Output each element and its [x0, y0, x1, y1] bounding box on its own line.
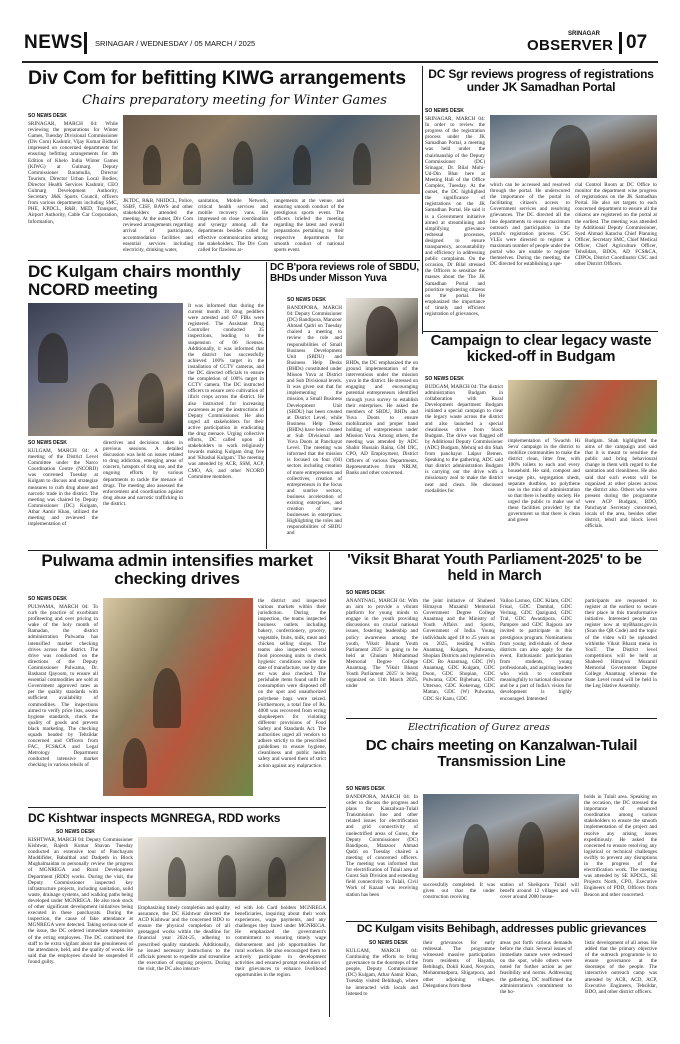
- story-behibagh-col2: their grievances for early redressal. The programme witnessed massive participation from residents of Hayatla, Behibagh, Dokli Kund, Novpora, Mohammadpora, Shigarpora, and other adjoining villages. Delegations from these: [423, 940, 495, 989]
- photo-jk-samadhan: [490, 115, 657, 178]
- headline-legacy-waste: Campaign to clear legacy waste kicked-off in Budgam: [430, 332, 652, 365]
- masthead: [22, 28, 658, 60]
- story-tulail-col3: station of Sheikpora Tulail will benefit around 12 villages and will cover around 2000 house-: [500, 882, 579, 901]
- story-viksit-col2: the joint initiative of Shaheed Himayun Muzamil Memorial Government Degree College Anantnag and the Ministry of Youth Affairs and Sports, Government of India. Young individuals aged 18 to 25 years as on 2025, residing within Anantnag, Kulgam, Pulwama, Shopian Districts and registered in GDC Bo Anantnag, GDC (W) Anantnag, GDC Kulgam, GDC Doon, GDC Shopian, GDC Pulwama, GDC Bijbehara, GDC Uttersoo, GDC Kokernag, GDC Mattan, GDC (W) Pulwama, GDC Sir Kanu, GDC: [423, 598, 495, 702]
- story-sbdu-col2: BHDs, the DC emphasized the on ground implementation of the interventions under the mission yuva in the district. He stressed on engaging and encouraging potential entrepreneurs identified through yuva survey to establish their enterprises. He asked the members of SBDU, BHDs and Yuva Doots to ensure mobilization and proper hand holding of entrepreneurs under Mission Yuva. Among others, the meeting was attended by ADC Shabir Hussain Raina, GM DIC, CPO, AD Employment, District Officers of various Departments, Representatives from NRLM, Banks and other concerned.: [346, 360, 418, 476]
- story-kiwg-col1: SRINAGAR, MARCH 04: While reviewing the preparations for Winter Games, Tuesday Divisional Commissioner (Div Com) Kashmir, Vijay Kumar Bidhuri impressed on concerned departments for ensuring befitting arrangements for 4th Edition of Khelo India Winter Games (KIWG) at Gulmarg. Deputy Commissioner Baramulla, Director Tourism, Director Urban Local Bodies, Director Health Services Kashmir, CEO Gulmarg Development Authority, Secretary J&K Sports Council, officers from various departments including SMC, PHE, KPDCL, R&B, MED, Transport, Airport Authority, Cable Car Corporation, Information,: [28, 121, 118, 225]
- story-behibagh-col1: KULGAM, MARCH 04: Continuing the efforts to bring governance to the doorsteps of the people, Deputy Commissioner (DC) Kulgam, Athar Aamir Khan, Tuesday visited Behibagh, where he interacted with locals and listened to: [346, 948, 418, 997]
- headline-kiwg: Div Com for befitting KIWG arrangements: [28, 67, 406, 89]
- rule-gurez-top: [346, 718, 657, 719]
- story-kiwg-col3: sanitation, Mobile Network, critical health services and mobile recovery vans. He impressed on close coordination and synergy among all the departments besides called for effective communication among the stakeholders. The Div Com called for flawless ar-: [198, 198, 268, 253]
- headline-tulail: DC chairs meeting on Kanzalwan-Tulail Transmission Line: [365, 737, 638, 770]
- photo-mgnrega-inspection: [138, 837, 326, 901]
- photo-legacy-waste: [508, 380, 657, 434]
- headline-pulwama: Pulwama admin intensifies market checking drives: [41, 551, 313, 588]
- rule-lower-vertical: [329, 552, 330, 1017]
- desk-label: SO NEWS DESK: [28, 440, 67, 446]
- brand-small: SRINAGAR: [568, 31, 601, 37]
- photo-kiwg-meeting: [123, 115, 420, 194]
- story-legacy-waste-col3: Budgam. Shah highlighted the aims of the campaign and said that it is meant to sensitise the public and bring behavioural change in them with regard to the sanitation and cleanliness. He also said that such events will be organized at other places across the district also. Others who were present during the programme were ACP Budgam, BDO, Panchayat Secretary concerned, locals of the area, besides other district, tehsil and block level officials.: [585, 438, 657, 530]
- story-tulail-col2: successfully completed. It was given out that the under construction receiving: [423, 882, 495, 901]
- masthead-rule: [22, 61, 658, 63]
- section-label: NEWS: [24, 32, 83, 53]
- story-viksit-col1: ANANTNAG, MARCH 04: With an aim to provide a vibrant platform for young minds to engage in the youth providing discussions on crucial national issues, fostering leadership and policy awareness among the youth, 'Viksit Bharat Youth Parliament 2025' is going to be held at Ghulam Mohammad Memorial Degree College Anantnag. The 'Viksit Bharat Youth Parliament 2025' is being organized on 11th March 2025, under: [346, 598, 418, 690]
- headline-viksit: 'Viksit Bharat Youth Parliament-2025' to be held in March: [347, 551, 642, 584]
- desk-label: SO NEWS DESK: [56, 829, 95, 835]
- story-kiwg-col5: [350, 198, 420, 258]
- photo-sbdu: [346, 298, 418, 356]
- story-behibagh-col3: areas put forth various demands before the chair. Several issues of immediate nature were redressed on the spot, while others were noted for further action as per feasibility and norms. Addressing the gathering, DC reaffirmed the administration's commitment to the ho-: [500, 940, 572, 995]
- desk-label: SO NEWS DESK: [346, 590, 385, 596]
- desk-label: SO NEWS DESK: [346, 786, 385, 792]
- photo-ncord-meeting: [28, 303, 183, 436]
- rule-middle-horizontal: [28, 550, 658, 551]
- desk-label: SO NEWS DESK: [287, 297, 326, 303]
- desk-label: SO NEWS DESK: [28, 113, 67, 119]
- photo-tulail-meeting: [423, 794, 579, 878]
- story-mgnrega-col3: ed with Job Card holders MGNREGA beneficiaries, inquiring about their work experiences, wage payments, and any challenges they faced under MGNREGA. He emphasized the government's commitment to ensuring timely wage disbursement and job opportunities for rural workers. He also encouraged them to actively participate in development activities and ensured prompt resolution of their grievances to enhance livelihood opportunities in the region.: [235, 905, 326, 979]
- headline-mgnrega: DC Kishtwar inspects MGNREGA, RDD works: [28, 811, 281, 825]
- story-mgnrega-col1: KISHTWAR, MARCH 04: Deputy Commissioner Kishtwar, Rajesh Kumar Shavan Tuesday conducted an extensive tour of Panchayats Muddifider, Babalthal and Dadpeth in Block Mughalmaidan to personally review the progress of MGNREGA and Rural Development Department (RDD) works. During the visit, the Deputy Commissioner inspected key infrastructure projects, including sanitation, solid waste, drainage systems, and walking paths being developed under MGNREGA. He also took stock of other significant development initiatives being executed in these panchayats. During the inspection, the cause of fake attendance at MGNREGA were detected. Taking serious note of the issue, the DC ordered immediate suspension of the erring employees. The DC continued the staff to be extra vigilant about the genuineness of the attendance, held, and the quality of works. He said that the employees should be suspended if found guilty.: [28, 837, 133, 965]
- desk-label: SO NEWS DESK: [425, 108, 464, 114]
- brand-logo: OBSERVER: [527, 37, 614, 54]
- story-pulwama-col2: the district and inspected various markets within their jurisdiction. During the inspection, the teams inspected business outlets including bakery, confectionery, grocery, vegetable, fruits, milk, meat and chicken selling shops. The teams also inspected several food processing units to check hygienic conditions while the date of manufacture, use by date etc was also checked. The perishable items found unfit for consumption were disposed off on the spot and unauthorized polythene bags were seized. Furthermore, a total fine of Rs. 4000 was recovered from erring shopkeepers for violating different provisions of Food Safety and Standards Act. The authorities urged all vendors to adhere strictly to the prescribed guidelines to ensure hygiene, cleanliness and public health safety and warned them of strict action against any malpractice.: [258, 598, 326, 769]
- story-ncord-col3: It was informed that during the current month 18 drug peddlers were arrested and 07 FIRs were registered. The Assistant Drug Controller conducted 35 inspections, leading to the suspension of 06 licenses. Additionally, it was informed that the district has successfully achieved 100% target in the installation of CCTV cameras, and the DC directed officials to ensure the completion of 100% target in CCTV camera. The DC instructed officers to ensure zero cultivation of illicit crops across the district. He also instructed for increasing awareness as per the instructions of Deputy Commissioner. He also urged all stakeholders for their active participation in eradicating the drug menace. Urging collective efforts, DC called upon all stakeholders to work religiously towards making Kulgam drug free and 'Khushal Kulgam.' The meeting was attended by ACR, SSM, ACP, CMO, AS, and other NCORD Committee members.: [188, 303, 264, 480]
- dateline: SRINAGAR / WEDNESDAY / 05 MARCH / 2025: [95, 39, 256, 48]
- headline-ncord: DC Kulgam chairs monthly NCORD meeting: [28, 262, 241, 299]
- rule-legacy-top: [422, 331, 658, 332]
- photo-pulwama-market: [103, 598, 253, 796]
- brand-divider: [619, 32, 622, 54]
- rule-ncord-top: [28, 260, 420, 261]
- rule-mgnrega-top: [28, 807, 326, 808]
- story-viksit-col3: Vailoo Larnoo, GDC Kilam, GDC Frisal, GDC Damhal, GDC Verinag, GDC Qazigund, GDC Tral, GDC Awantipora, GDC Pampore and GDC Rajpora are invited to participate in this prestigious program. Nominations from young individuals of these districts can also apply for the event. Enthusiastic participation from students, young professionals, and aspiring leaders who wish to contribute meaningfully to national discourse and be a part of India's vision for development is highly encouraged. Interested: [500, 598, 572, 702]
- story-behibagh-col4: listic development of all areas. He added that the primary objective of the outreach programme is to ensure governance at the doorsteps of the people. The interactive outreach camp was attended by ACR, ACD, ACP, Executive Engineers, Tehsildar, BDO, and other district officers.: [585, 940, 657, 995]
- section-divider: [84, 32, 87, 54]
- page-number: 07: [626, 32, 648, 53]
- story-mgnrega-col2: Emphasizing timely completion and quality assurance, the DC Kishtwar directed the ACD Kishtwar and the concerned BDO to ensure the physical completion of all geotagged works within the deadline for financial year 2024-25, adhering to prescribed quality standards. Additionally, he issued necessary instructions to the officials present to expedite and streamline the execution of ongoing projects. During the visit, the DC also interact-: [138, 905, 230, 972]
- rule-ncord-sbdu: [266, 262, 267, 549]
- subhead-kiwg: Chairs preparatory meeting for Winter Games: [82, 93, 387, 108]
- kicker-gurez: Electrification of Gurez areas: [408, 722, 550, 733]
- story-kiwg-col2: JKTDC, R&B, NHIDCL, Police, SSBF, CISF, BAWS and other stakeholders attended the meeting. At the outset, Div Com reviewed arrangements regarding arrival of participants, accommodation facilities and essential services including electricity, drinking water,: [123, 198, 193, 253]
- story-viksit-col4: participants are requested to register at the earliest to secure their place in this transformative initiative. Interested people can register now at myBharat.gov.in (Scan the QR Code) and the topic of the video will be uploaded withinthe Viksit Bharat menu in YouT. The District level competitions will be held at Shaheed Himayun Muzamil Memorial Government Degree College Anantnag whereas the State Level round will be held in the Leg Islative Assembly.: [585, 598, 657, 690]
- story-legacy-waste-col2: implementation of 'Swachh Hi Seva' campaign in the district to mobilize communities to make the district clean, litter free, with 100% toilets to each and every household. He said, compost and sewage pits, segregation sheds, separate dustbins, no polythene use in the mini of administration so that there is healthy society. He urged the public to make use of these facilities provided by the government so that there is clean and green: [508, 438, 580, 524]
- story-jk-samadhan-col1: SRINAGAR, MARCH 04: In order to review the progress of the registration process under the JK Samadhan Portal, a meeting was held under the chairmanship of the Deputy Commissioner (DC) Srinagar, Dr. Bilal Mohi-Ud-Din Bhat here at Meeting Hall of the Office Complex, Tuesday. At the outset, the DC highlighted the significance of registrations on the JK Samadhan Portal. He said it is a Government initiative aimed at streamlining and simplifying grievance redressal processes, designed to ensure transparency, accountability and efficiency in addressing public complaints. On the occasion, Dr Bilal stressed the Officers to sensitize the masses about the The JK Samadhan Portal and prioritize registering citizens on the portal. He emphasized the importance of timely and efficient registration of grievances,: [425, 116, 485, 317]
- headline-behibagh: DC Kulgam visits Behibagh, addresses public grievances: [356, 923, 647, 935]
- story-jk-samadhan-col3: cial Control Room at DC Office to monitor the department wise progress of registrations on the JK Samadhan Portal. He also set targets to each concerned department to ensure all the citizens are registered on the portal at the earliest. The meeting was attended by Additional Deputy Commissioner, Syed Ahmad Katacha Chief Planning Officer, Secretary SMC, Chief Medical Officer, Chief Agriculture Officer, Tehsildars, BDOs, AD FCS&CA, CDPOs, District Coordinator CSC and other District Officers.: [575, 182, 657, 268]
- story-jk-samadhan-col2: which can be accessed and resolved through the portal. He underscored the importance of the portal in facilitating citizen's access to Government services and resolving grievances. The DC directed all the line departments to ensure maximum outreach and participation in the portal's registration process. CSC VLEs were directed to register a maximum number of people under the portal who are unable to register themselves. During the meeting, the DC directed for establishing a spe-: [490, 182, 570, 268]
- story-tulail-col1: BANDIPORA, MARCH 04: In order to discuss the progress and plans for Kanzalwan-Tulail Transmission line and other related issues for electrification and grid connectivity of unelectrified areas of Gurez, the Deputy Commissioner (DC) Bandipora, Manzoor Ahmad Qadri on Tuesday chaired a meeting of concerned officers. The meeting was informed that for electrification of Tulail area of Gurez Sub Division and extending field connectivity to Tulail, Civil Work of Kazaal was receiving station has been: [346, 794, 418, 898]
- headline-jk-samadhan: DC Sgr reviews progress of registrations under JK Samadhan Portal: [428, 67, 654, 94]
- story-sbdu-col1: BANDIPORA, MARCH 04: Deputy Commissioner (DC) Bandipora, Manzoor Ahmad Qadri on Tuesday chaired a meeting to review the role and responsibilities of Small Business Development Unit (SBDU) and Business Help Desks (BHDs) constituted under Misson Yuva at District and Sub Divisional levels. It was given out that for implementing the mission, a Small Business Development Unit (SBDU) has been created at District Level, while Business Help Desks (BHDs) have been created at Sub Divisional and Yuva Doots at Panchayat Level. The meeting was informed that the mission is focused on four (04) sectors including creation of more entrepreneurs and collectives, creation of entrepreneurs in the focus and sunrise sectors, business acceleration of existing enterprises, and creation of new businesses in enterprises. Highlighting the roles and responsibilities of SBDU and: [287, 305, 342, 537]
- desk-label: SO NEWS DESK: [28, 596, 67, 602]
- story-ncord-col1: KULGAM, MARCH 04: A meeting of the District Level Committee under the Narco Coordination Centre (NCORD) was convened Tuesday at Kulgam to discuss and strategize measures to curb drug abuse and narcotic trade in the district. The meeting was chaired by Deputy Commissioner (DC) Kulgam, Athar Aamir Khan, utilized the meeting and reviewed the implementation of: [28, 448, 98, 528]
- story-pulwama-col1: PULWAMA, MARCH 04: To curb the practice of exorbitant profiteering and over pricing in wake of the holy month of Ramadan, the district administration Pulwama has intensified market checking drives across the district. The drive was conducted on the directions of the Deputy Commissioner Pulwama, Dr. Basharat Qayoom, to ensure all essential commodities are sold at Government approved rates as per the quality standards with sufficient availability of commodities. The inspections aimed to verify price lists, assess hygiene standards, check the quality of goods and prevent black marketing. The checking squads headed by Tehsildar concerned and Officers from FAC, FCS&CA and Legal Metrology Department conducted intensive market checking in various tehsils of: [28, 604, 98, 769]
- desk-label: SO NEWS DESK: [369, 940, 408, 946]
- story-ncord-col2: directives and decisions taken in previous sessions. A detailed discussion was held on issues related to drug addiction, emerging areas of concern, hotspots of drug use, and the ongoing efforts by various departments to tackle the menace of drugs. The meeting also assessed the enforcement and coordination against drug abuse and narcotic trafficking in the district.: [103, 440, 183, 507]
- desk-label: SO NEWS DESK: [425, 376, 464, 382]
- story-tulail-col4: holds in Tulail area. Speaking on the occasion, the DC stressed the importance of enhanced coordination among various stakeholders to ensure the smooth implementation of the project and resolve any arising issues expeditiously. He asked the concerned to ensure resolving any logistical or technical challenges swiftly to prevent any disruptions in the progress of the electrification work. The meeting was attended by SE KPDCL, SE Projects North, CPO, Executive Engineers of PDD, Officers from Beacon and other concerned.: [584, 794, 657, 898]
- rule-top-vertical: [422, 66, 423, 334]
- story-legacy-waste-col1: BUDGAM, MARCH 04: The district administration Budgam in collaboration with Rural Development department Budgam initiated a special campaign to clear the legacy waste across the district and also launched a special cleanliness drive from block Budgam. The drive was flagged off by Additional Deputy Commissioner (ADC) Budgam, Mehraj ud din Shah from panchayat Lalpur Bemen. Speaking to the gathering, ADC said that district administration Budgam is carrying out the drive with a missionary zeal to make the district neat and clean. He discussed modalities for: [425, 384, 503, 494]
- rule-behibagh-top: [346, 921, 657, 922]
- story-kiwg-col4: rangements at the venue, and ensuring smooth conduct of the prestigious sports event. The officers briefed the meeting regarding the latest and overall preparations pertaining to their respective departments for smooth conduct of national sports event.: [274, 198, 344, 253]
- headline-sbdu: DC B'pora reviews role of SBDU, BHDs under Misson Yuva: [270, 262, 419, 284]
